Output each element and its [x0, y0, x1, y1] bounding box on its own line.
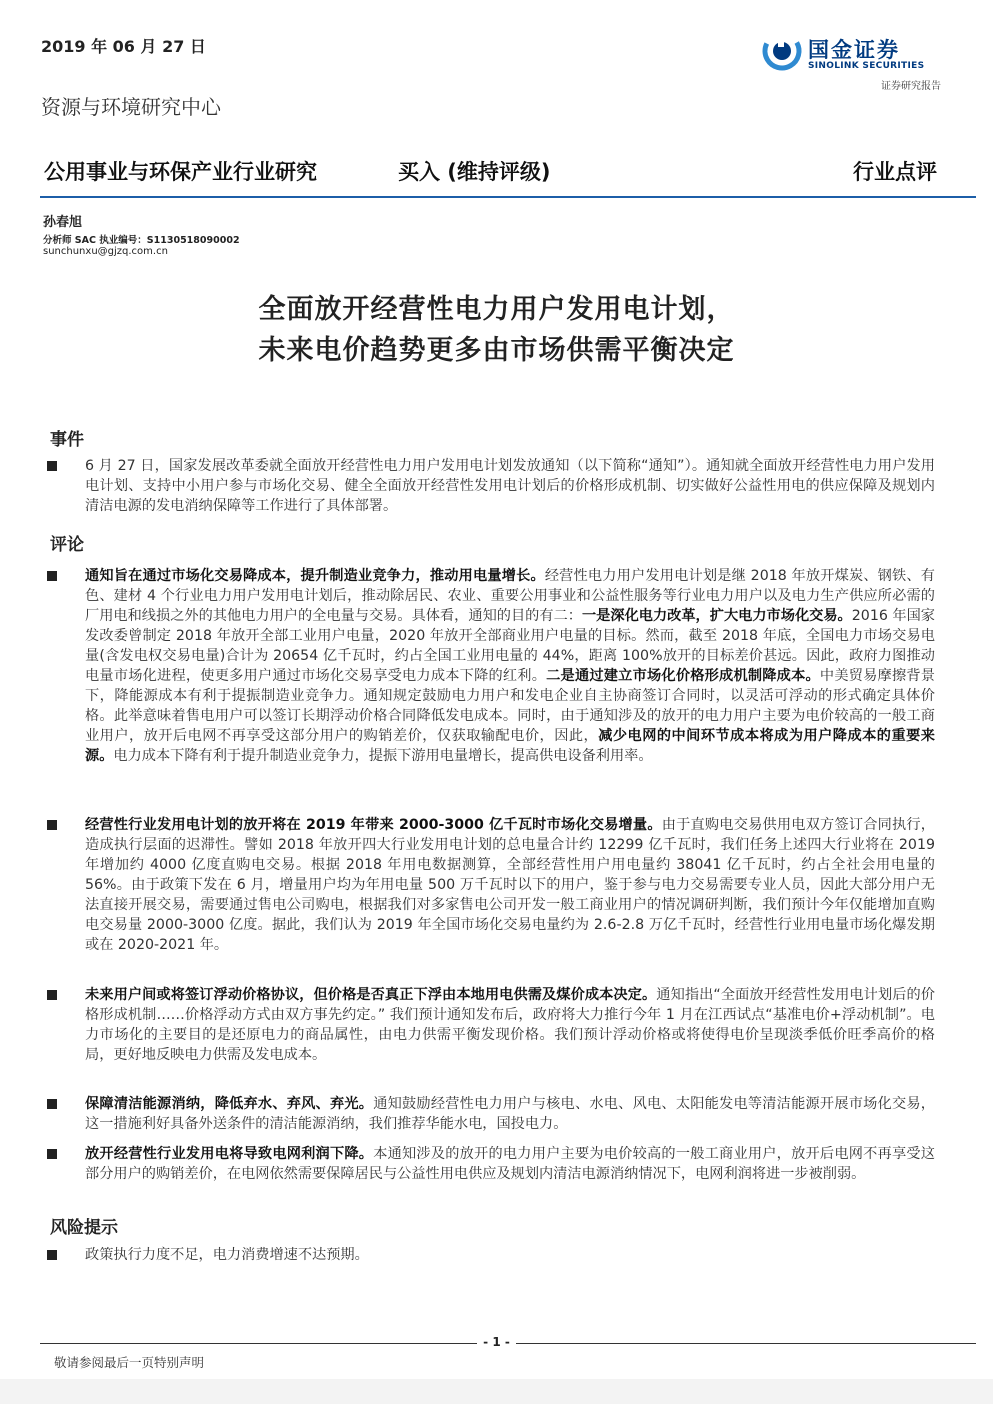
key-point: 一是深化电力改革，扩大电力市场化交易。 [581, 608, 852, 624]
key-point: 二是通过建立市场化价格形成机制降成本。 [546, 668, 820, 684]
section-heading-risk: 风险提示 [50, 1218, 118, 1238]
analyst-id: 分析师 SAC 执业编号：S1130518090002 [43, 235, 240, 246]
industry-heading: 公用事业与环保产业行业研究 [44, 160, 317, 184]
section-heading-review: 评论 [50, 535, 84, 555]
review-paragraph-4: 保障清洁能源消纳，降低弃水、弃风、弃光。通知鼓励经营性电力用户与核电、水电、风电、太阳能发电等清洁能源开展市场化交易，这一措施利好具备外送条件的清洁能源消纳，我们推荐华能水电，国投电力。 [85, 1096, 935, 1132]
key-point: 放开经营性行业发用电将导致电网利润下降。 [85, 1146, 374, 1162]
review-paragraph-1: 通知旨在通过市场化交易降成本，提升制造业竞争力，推动用电量增长。经营性电力用户发用电计划是继 2018 年放开煤炭、钢铁、有色、建材 4 个行业电力用户发用电计划后，推动除居民、农业、重要公用事业和公益性服务等行业电力用户以及电力生产供应所必需的厂用电和线损之外的其他电力用户的全电量与交易。具体看，通知的目的有二：一是深化电力改革，扩大电力市场化交易。2016 年国家发改委曾制定 2018 年放开全部工业用户电量，2020 年放开全部商业用户电量的目标。然而，截至 2018 年底，全国电力市场交易电量(含发电权交易电量)合计为 20654 亿千瓦时，约占全国工业用电量的 44%，距离 100%放开的目标差价甚远。因此，政府力图推动电量市场化进程，使更多用户通过市场化交易享受电力成本下降的红利。二是通过建立市场化价格形成机制降成本。中美贸易摩擦背景下，降能源成本有利于提振制造业竞争力。通知规定鼓励电力用户和发电企业自主协商签订合同时，以灵活可浮动的形式确定具体价格。此举意味着售电用户可以签订长期浮动价格合同降低发电成本。同时，由于通知涉及的放开的电力用户主要为电价较高的一般工商业用户，放开后电网不再享受这部分用户的购销差价，仅获取输配电价，因此，减少电网的中间环节成本将成为用户降成本的重要来源。电力成本下降有利于提升制造业竞争力，提振下游用电量增长，提高供电设备利用率。 [85, 568, 935, 764]
key-point: 经营性行业发用电计划的放开将在 2019 年带来 2000-3000 亿千瓦时市场化交易增量。 [85, 817, 662, 833]
key-point: 未来用户间或将签订浮动价格协议，但价格是否真正下浮由本地用电供需及煤价成本决定。 [85, 987, 657, 1003]
bullet-icon [47, 990, 57, 1000]
bullet-icon [47, 1099, 57, 1109]
report-date: 2019 年 06 月 27 日 [41, 37, 206, 56]
rating-label: 买入 (维持评级) [398, 160, 551, 184]
analyst-email: sunchunxu@gjzq.com.cn [43, 246, 168, 257]
section-heading-event: 事件 [50, 430, 84, 450]
bullet-icon [47, 1149, 57, 1159]
bullet-icon [47, 571, 57, 581]
review-paragraph-3: 未来用户间或将签订浮动价格协议，但价格是否真正下浮由本地用电供需及煤价成本决定。通知指出“全面放开经营性发用电计划后的价格形成机制……价格浮动方式由双方事先约定。” 我们预计通知发布后，政府将大力推行今年 1 月在江西试点“基准电价+浮动机制”。电力市场化的主要目的是还原电力的商品属性，由电力供需平衡发现价格。我们预计浮动价格或将使得电价呈现淡季低价旺季高价的格局，更好地反映电力供需及发电成本。 [85, 987, 935, 1063]
bullet-icon [47, 1250, 57, 1260]
bullet-icon [47, 820, 57, 830]
header-divider [40, 196, 976, 198]
logo-subtitle: 证券研究报告 [881, 81, 941, 92]
event-paragraph: 6 月 27 日，国家发展改革委就全面放开经营性电力用户发用电计划发放通知（以下简称“通知”）。通知就全面放开经营性电力用户发用电计划、支持中小用户参与市场化交易、健全全面放开经营性发用电计划后的价格形成机制、切实做好公益性用电的供应保障及规划内清洁电源的发电消纳保障等工作进行了具体部署。 [85, 458, 935, 514]
key-point: 保障清洁能源消纳，降低弃水、弃风、弃光。 [85, 1096, 374, 1112]
logo-chinese-name: 国金证券 [808, 38, 900, 62]
key-point: 通知旨在通过市场化交易降成本，提升制造业竞争力，推动用电量增长。 [85, 568, 545, 584]
bullet-icon [47, 461, 57, 471]
report-title-line-1: 全面放开经营性电力用户发用电计划， [258, 294, 735, 325]
logo-english-name: SINOLINK SECURITIES [808, 61, 925, 71]
research-center: 资源与环境研究中心 [41, 95, 221, 119]
review-paragraph-5: 放开经营性行业发用电将导致电网利润下降。本通知涉及的放开的电力用户主要为电价较高的一般工商业用户，放开后电网不再享受这部分用户的购销差价，在电网依然需要保障居民与公益性用电供应及规划内清洁电源消纳情况下，电网利润将进一步被削弱。 [85, 1146, 935, 1182]
risk-paragraph: 政策执行力度不足，电力消费增速不达预期。 [85, 1247, 369, 1263]
page-number: - 1 - [0, 1335, 993, 1349]
disclaimer-note: 敬请参阅最后一页特别声明 [54, 1355, 205, 1370]
report-type: 行业点评 [853, 159, 937, 184]
analyst-name: 孙春旭 [43, 215, 83, 230]
report-title-line-2: 未来电价趋势更多由市场供需平衡决定 [258, 335, 735, 366]
key-point: 减少电网的中间环节成本将成为用户降成本的重要来源。 [85, 728, 935, 764]
review-paragraph-2: 经营性行业发用电计划的放开将在 2019 年带来 2000-3000 亿千瓦时市场化交易增量。由于直购电交易供用电双方签订合同执行，造成执行层面的迟滞性。譬如 2018 年放开四大行业发用电计划的总电量合计约 12299 亿千瓦时，我们任务上述四大行业将在 2019 年增加约 4000 亿度直购电交易。根据 2018 年用电数据测算，全部经营性用户用电量约 38041 亿千瓦时，约占全社会用电量的 56%。由于政策下发在 6 月，增量用户均为年用电量 500 万千瓦时以下的用户，鉴于参与电力交易需要专业人员，因此大部分用户无法直接开展交易，需要通过售电公司购电，根据我们对多家售电公司开发一般工商业用户的情况调研判断，我们预计今年仅能增加直购电交易量 2000-3000 亿度。据此，我们认为 2019 年全国市场化交易电量约为 2.6-2.8 万亿千瓦时，经营性行业用电量市场化爆发期或在 2020-2021 年。 [85, 817, 935, 953]
bottom-band [0, 1379, 993, 1404]
